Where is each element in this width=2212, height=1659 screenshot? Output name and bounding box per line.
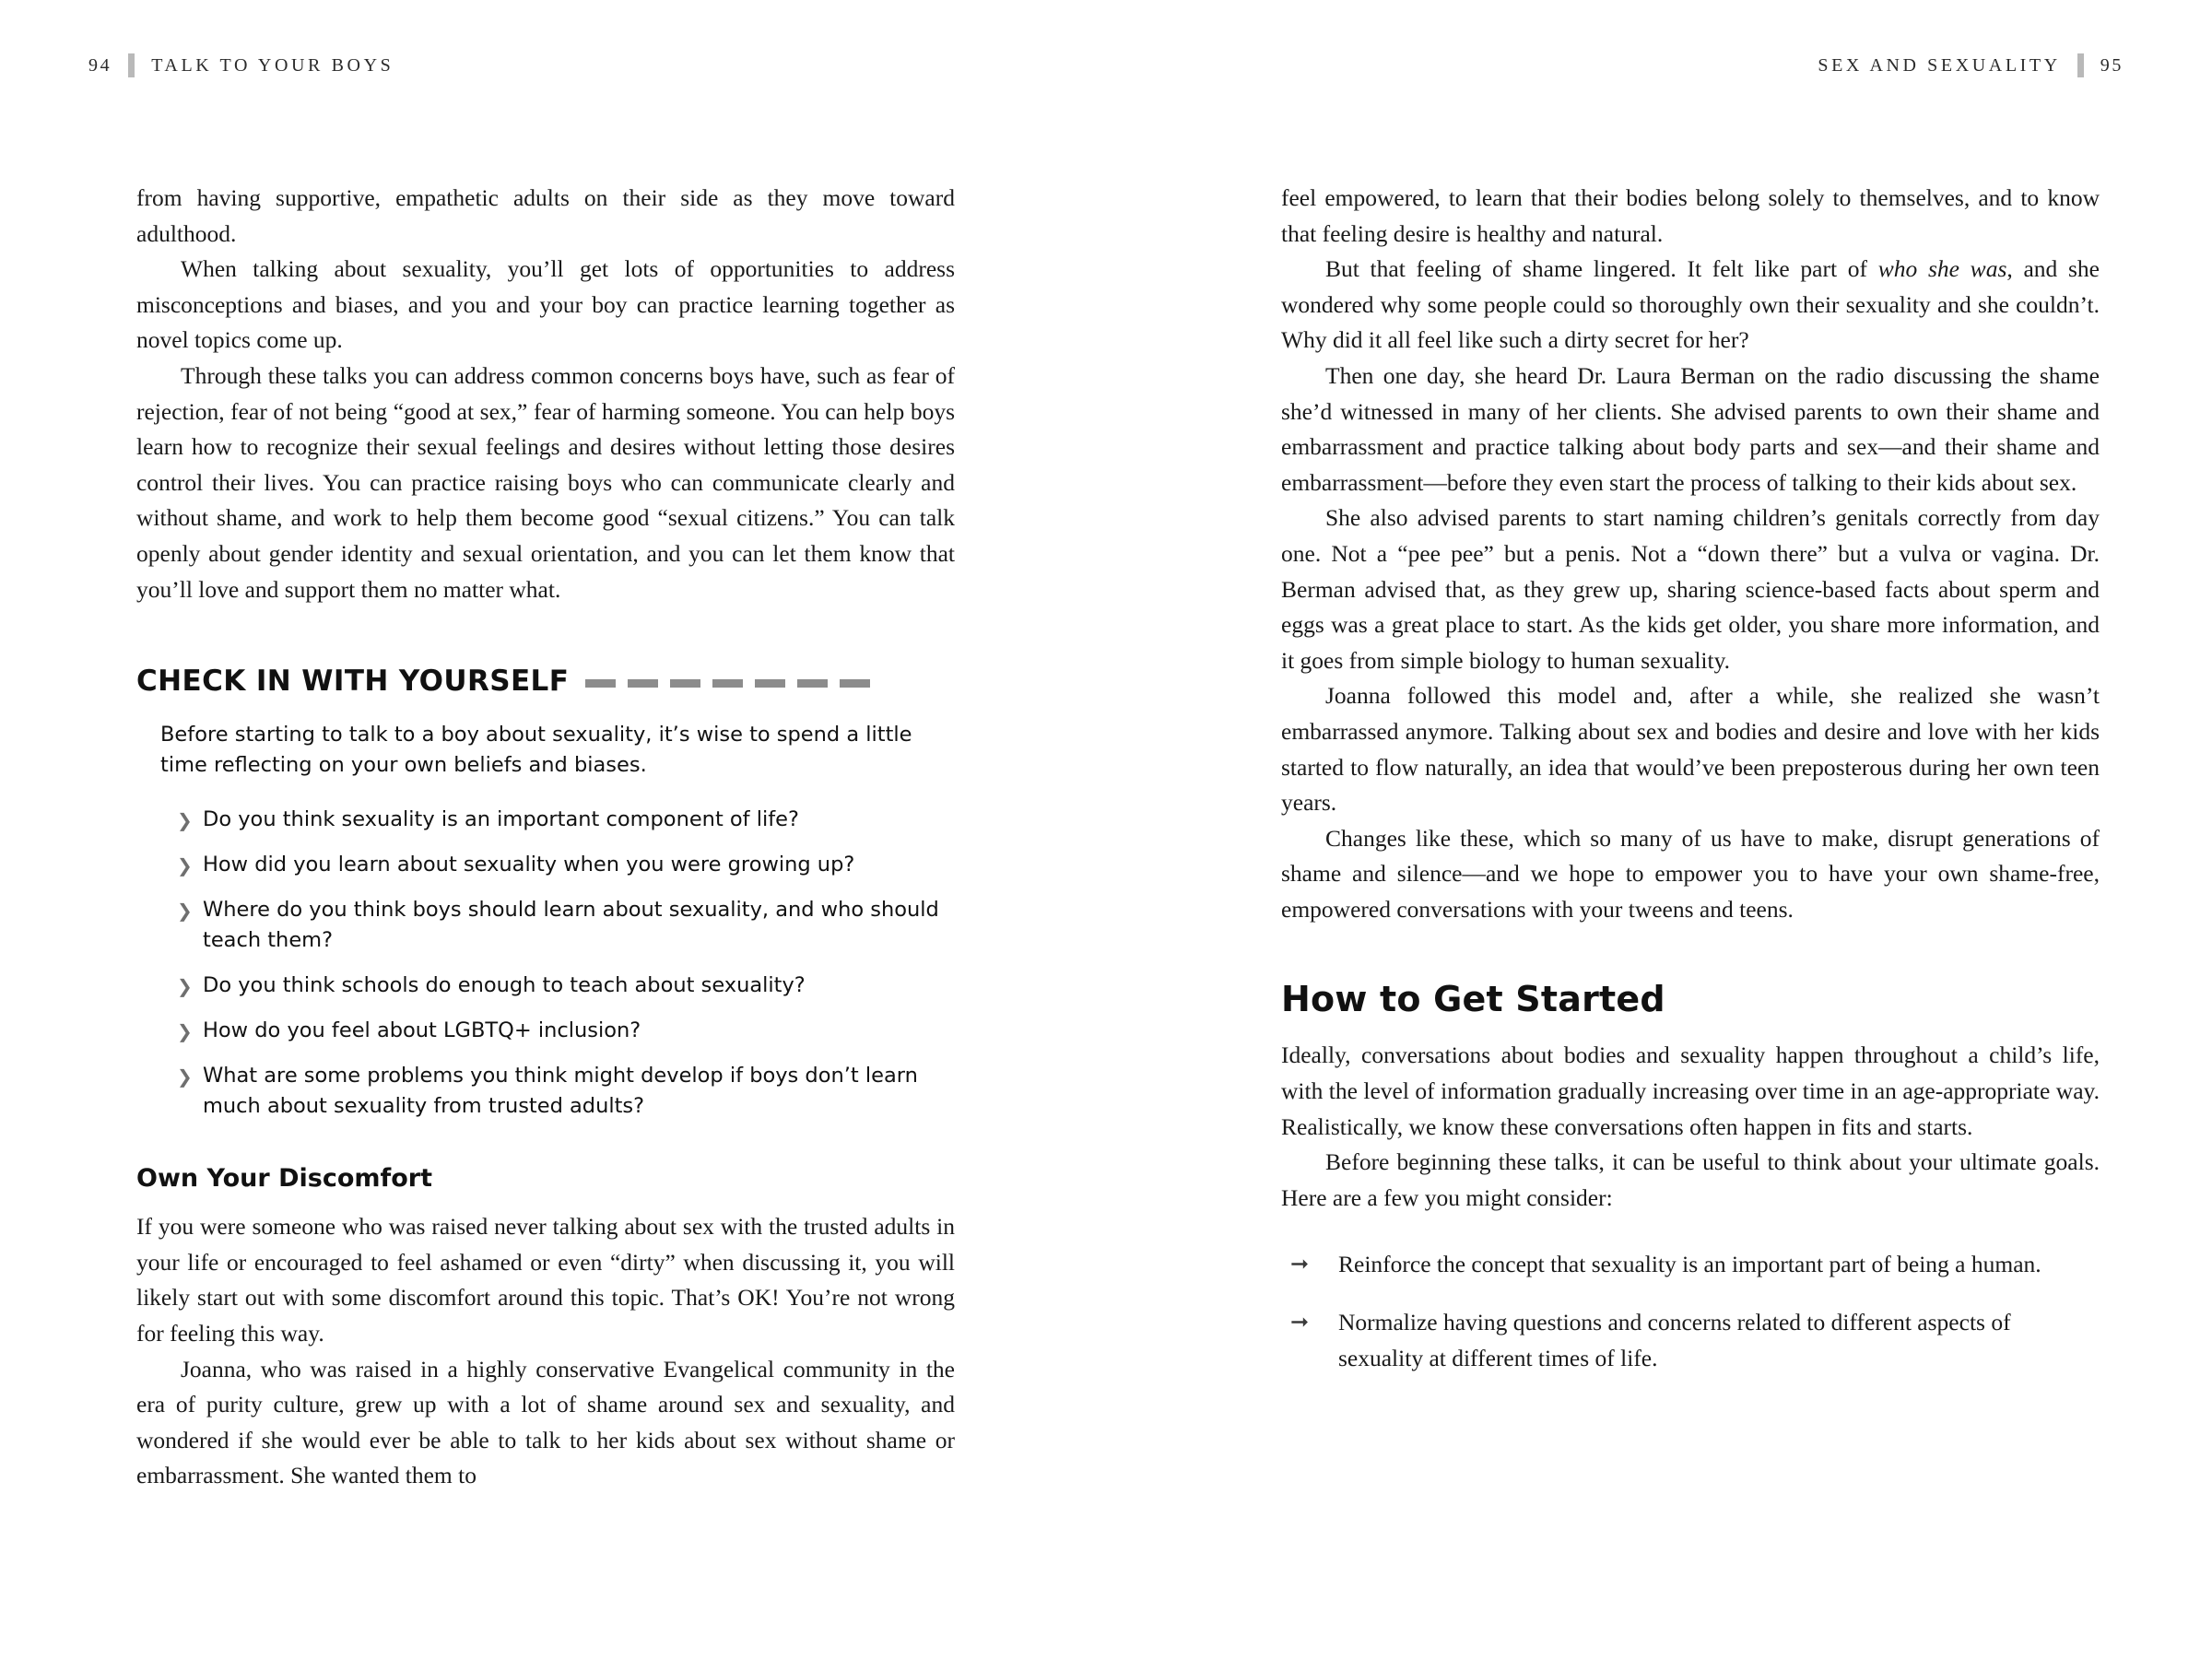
list-item-text: Where do you think boys should learn about sexuality, and who should teach them? [203, 898, 939, 953]
paragraph: When talking about sexuality, you’ll get lots of opportunities to address misconceptions and biases, and you and your boy can practice learning together as novel topics come up. [136, 255, 955, 354]
list-item [136, 895, 955, 956]
list-item [136, 1061, 955, 1122]
section-heading-how-to-get-started: How to Get Started [1281, 979, 1665, 1020]
chevron-right-icon: ❯ [177, 900, 193, 923]
check-in-question-list [136, 805, 955, 1122]
list-item [136, 971, 955, 1001]
list-item-text: Do you think schools do enough to teach about sexuality? [203, 973, 806, 998]
running-head-left [88, 53, 394, 77]
paragraph: Through these talks you can address common concerns boys have, such as fear of rejection, fear of not being “good at sex,” fear of harming someone. You can help boys learn how to recognize their sexual feelings and desires without letting those desires control their lives. You can practice raising boys who can communicate clearly and without shame, and work to help them become good “sexual citizens.” You can talk openly about gender identity and sexual orientation, and you can let them know that you’ll love and support them no matter what. [136, 361, 955, 603]
paragraph-with-italic [1281, 252, 2100, 359]
check-in-box-header [136, 665, 955, 698]
list-item-text: How do you feel about LGBTQ+ inclusion? [203, 1018, 641, 1043]
check-in-box-title: CHECK IN WITH YOURSELF [136, 665, 570, 699]
paragraph: Then one day, she heard Dr. Laura Berman on the radio discussing the shame she’d witnessed in many of her clients. She advised parents to own their shame and embarrassment and practice talking about body parts and sex—and their shame and embarrassment—before they even start the process of talking to their kids about sex. [1281, 361, 2100, 496]
list-item [136, 850, 955, 880]
paragraph: She also advised parents to start naming children’s genitals correctly from day one. Not a “pee pee” but a penis. Not a “down there” but a vulva or vagina. Dr. Berman advised that, as they grew up, sharing science-based facts about sperm and eggs was a great place to start. As the kids get older, you share more information, and it goes from simple biology to human sexuality. [1281, 504, 2100, 674]
paragraph: feel empowered, to learn that their bodies belong solely to themselves, and to know that feeling desire is healthy and natural. [1281, 184, 2100, 247]
chevron-right-icon: ❯ [177, 1065, 193, 1088]
list-item-text: How did you learn about sexuality when you were growing up? [203, 853, 855, 877]
folio-rule-icon [128, 53, 135, 77]
subheading-own-your-discomfort: Own Your Discomfort [136, 1164, 433, 1194]
chevron-right-icon: ❯ [177, 854, 193, 877]
paragraph: Joanna, who was raised in a highly conservative Evangelical community in the era of purity culture, grew up with a lot of shame around sex and sexuality, and wondered if she would ever be able to talk to her kids about sex without shame or embarrassment. She wanted them to [136, 1355, 955, 1489]
paragraph-text-before: But that feeling of shame lingered. It felt like part of [1325, 255, 1878, 283]
list-item-text: Normalize having questions and concerns related to different aspects of sexuality at different times of life. [1338, 1309, 2011, 1371]
paragraph: If you were someone who was raised never talking about sex with the trusted adults in your life or encouraged to feel ashamed or even “dirty” when discussing it, you will likely start out with some discomfort around this topic. That’s OK! You’re not wrong for feeling this way. [136, 1213, 955, 1347]
folio-right: 95 [2100, 54, 2124, 76]
check-in-box-intro: Before starting to talk to a boy about sexuality, it’s wise to spend a little time reflecting on your own beliefs and biases. [160, 723, 912, 778]
list-item [136, 805, 955, 835]
paragraph: Changes like these, which so many of us have to make, disrupt generations of shame and silence—and we hope to empower you to have your own shame-free, empowered conversations with your tweens and teens. [1281, 824, 2100, 923]
chevron-right-icon: ❯ [177, 1020, 193, 1043]
list-item-text: Do you think sexuality is an important component of life? [203, 807, 799, 832]
list-item-text: Reinforce the concept that sexuality is an important part of being a human. [1338, 1251, 2041, 1278]
folio-rule-icon [2077, 53, 2084, 77]
list-item [136, 1016, 955, 1046]
left-page-column [136, 181, 955, 1494]
right-page-column [1281, 181, 2100, 1398]
list-item [1281, 1247, 2100, 1283]
arrow-right-icon: ➞ [1290, 1311, 1310, 1335]
paragraph: Joanna followed this model and, after a while, she realized she wasn’t embarrassed anymore. Talking about sex and bodies and desire and love with her kids started to flow naturally, an idea that would’ve been preposterous during her own teen years. [1281, 682, 2100, 817]
dashed-rule-icon [585, 676, 955, 688]
chevron-right-icon: ❯ [177, 975, 193, 998]
running-head-left-title: TALK TO YOUR BOYS [151, 54, 394, 76]
paragraph: from having supportive, empathetic adults on their side as they move toward adulthood. [136, 184, 955, 247]
folio-left: 94 [88, 54, 112, 76]
running-head-right-title: SEX AND SEXUALITY [1818, 54, 2061, 76]
arrow-right-icon: ➞ [1290, 1253, 1310, 1277]
paragraph: Before beginning these talks, it can be useful to think about your ultimate goals. Here are a few you might consider: [1281, 1148, 2100, 1211]
list-item-text: What are some problems you think might develop if boys don’t learn much about sexuality from trusted adults? [203, 1064, 918, 1119]
running-head-right [1818, 53, 2124, 77]
paragraph: Ideally, conversations about bodies and sexuality happen throughout a child’s life, with the level of information gradually increasing over time in an age-appropriate way. Realistically, we know these conversations often happen in fits and starts. [1281, 1041, 2100, 1140]
paragraph-text-after: , and she wondered why some people could so thoroughly own their sexuality and she couldn’t. Why did it all feel like such a dirty secret for her? [1281, 255, 2100, 354]
goal-list [1281, 1247, 2100, 1376]
emphasis-text: who she was [1877, 255, 2007, 283]
list-item [1281, 1305, 2100, 1376]
chevron-right-icon: ❯ [177, 809, 193, 832]
